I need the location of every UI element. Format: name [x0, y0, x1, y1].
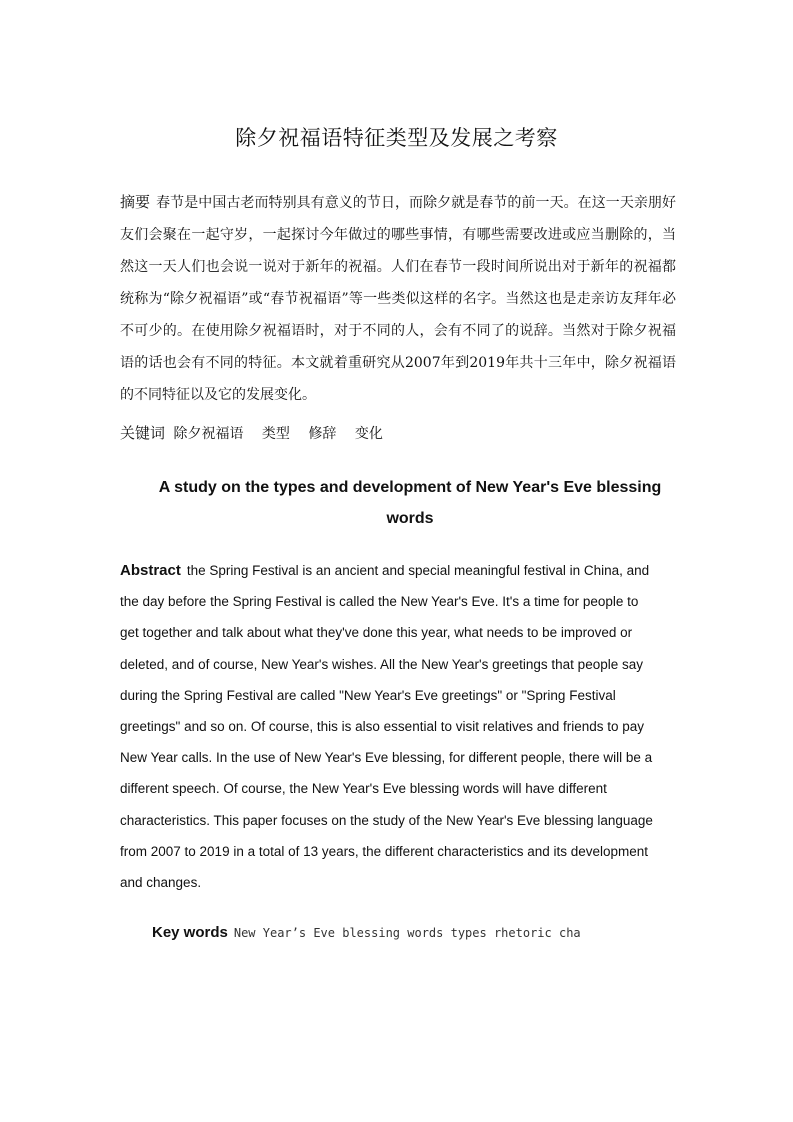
english-title: A study on the types and development of New Year's Eve blessing words [158, 479, 662, 527]
chinese-title: 除夕祝福语特征类型及发展之考察 [235, 126, 558, 150]
english-abstract-line: New Year calls. In the use of New Year's Eve blessing, for different people, there will be a [120, 750, 653, 766]
chinese-abstract [120, 186, 676, 411]
english-abstract-line: the day before the Spring Festival is called the New Year's Eve. It's a time for people to [120, 594, 639, 610]
english-abstract-line: Abstract the Spring Festival is an ancient and special meaningful festival in China, and [120, 562, 650, 579]
chinese-keyword: 类型 [261, 426, 290, 442]
english-abstract-line: greetings" and so on. Of course, this is also essential to visit relatives and friends to pay [120, 718, 645, 734]
chinese-abstract-text: 春节是中国古老而特别具有意义的节日，而除夕就是春节的前一天。在这一天亲朋好友们会聚在一起守岁，一起探讨今年做过的哪些事情，有哪些需要改进或应当删除的，当然这一天人们也会说一说对于新年的祝福。人们在春节一段时间所说出对于新年的祝福都统称为“除夕祝福语”或“春节祝福语”等一些类似这样的名字。当然这也是走亲访友拜年必不可少的。在使用除夕祝福语时，对于不同的人，会有不同了的说辞。当然对于除夕祝福语的话也会有不同的特征。本文就着重研究从2007年到2019年共十三年中，除夕祝福语的不同特征以及它的发展变化。 [120, 195, 676, 403]
english-abstract-line: different speech. Of course, the New Year's Eve blessing words will have different [120, 781, 607, 797]
english-abstract [120, 555, 676, 898]
chinese-keywords-label: 关键词 [120, 424, 166, 442]
chinese-keyword: 除夕祝福语 [173, 426, 244, 442]
english-abstract-line: get together and talk about what they've done this year, what needs to be improved or [120, 625, 633, 641]
chinese-keyword: 变化 [354, 426, 383, 442]
english-abstract-label: Abstract [120, 562, 181, 579]
english-abstract-line: characteristics. This paper focuses on the study of the New Year's Eve blessing language [120, 812, 653, 828]
english-abstract-line: from 2007 to 2019 in a total of 13 years, the different characteristics and its development [120, 843, 649, 859]
english-keywords-label: Key words [152, 924, 228, 941]
english-abstract-line: during the Spring Festival are called "New Year's Eve greetings" or "Spring Festival [120, 687, 616, 703]
english-abstract-line: deleted, and of course, New Year's wishes. All the New Year's greetings that people say [120, 656, 643, 672]
chinese-keywords [120, 422, 397, 443]
english-keywords-text: New Year’s Eve blessing words types rhetoric cha [233, 926, 581, 940]
english-keywords [152, 922, 581, 941]
chinese-abstract-label: 摘要 [120, 193, 151, 211]
english-abstract-line: and changes. [120, 874, 202, 890]
chinese-keyword: 修辞 [308, 426, 337, 442]
